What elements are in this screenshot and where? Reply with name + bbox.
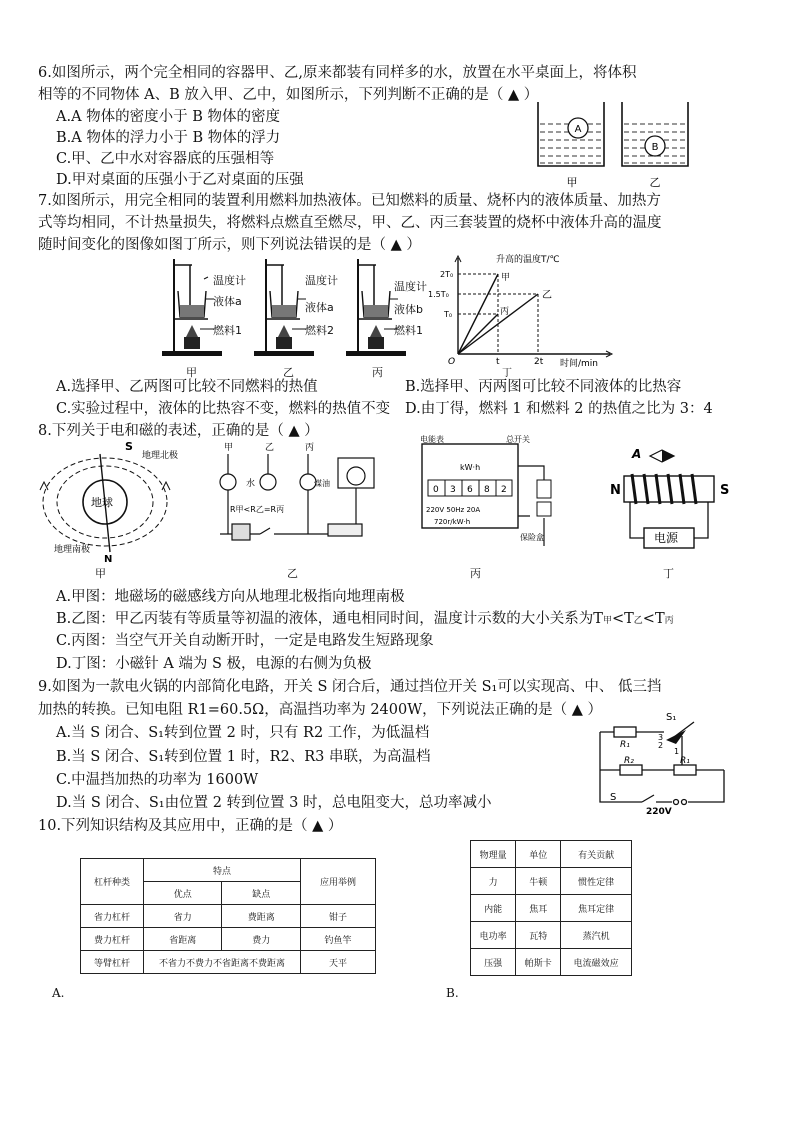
q6-option-a: A.A 物体的密度小于 B 物体的密度 <box>56 109 281 125</box>
series-bing-label: 丙 <box>500 307 510 317</box>
q6-option-c: C.甲、乙中水对容器底的压强相等 <box>56 151 275 167</box>
earth-s-pole: S <box>125 440 133 453</box>
switch-s-label: S <box>610 792 617 803</box>
table-a-h-type: 杠杆种类 <box>81 859 144 905</box>
q6-containers-figure <box>534 100 714 190</box>
meter-digit-4: 8 <box>484 485 490 495</box>
voltage-label: 220V <box>646 807 672 817</box>
earth-label: 地球 <box>91 496 113 509</box>
q7-yi-liquid-label: 液体a <box>305 301 334 314</box>
q8-option-b: B.乙图：甲乙丙装有等质量等初温的液体，通电相同时间，温度计示数的大小关系为T甲<T乙<T丙 <box>56 611 674 627</box>
q7-bing-fuel-label: 燃料1 <box>394 324 423 337</box>
graph-name: 丁 <box>502 368 512 379</box>
q8-earth-magnet-figure <box>40 440 190 565</box>
meter-unit: kW·h <box>460 463 481 472</box>
q7-bing-thermo-label: 温度计 <box>394 280 427 293</box>
main-switch-label: 总开关 <box>506 435 530 444</box>
q8-heating-circuit-figure <box>210 440 390 560</box>
solenoid-n-label: N <box>610 483 621 498</box>
resistor-r3-label: R₁ <box>680 756 690 766</box>
ball-a-label: A <box>574 124 582 135</box>
table-row: 电功率 瓦特 蒸汽机 <box>471 922 632 949</box>
q8-stem: 8.下列关于电和磁的表述，正确的是（ ▲ ） <box>38 423 319 439</box>
meter-digit-1: 0 <box>433 485 439 495</box>
graph-x-title: 时间/min <box>560 359 599 369</box>
table-a-h-dis: 缺点 <box>222 882 301 905</box>
q7-jia-liquid-label: 液体a <box>213 295 242 308</box>
q10-option-a-label: A. <box>52 986 65 1000</box>
q6-stem-line1: 6.如图所示，两个完全相同的容器甲、乙,原来都装有同样多的水，放置在水平桌面上，将体积 <box>38 65 637 81</box>
q7-yi-fuel-label: 燃料2 <box>305 324 334 337</box>
fuse-box-label: 保险盒 <box>520 533 544 542</box>
meter-digit-5: 2 <box>501 485 507 495</box>
table-row: 等臂杠杆 不省力不费力不省距离不费距离 天平 <box>81 951 376 974</box>
power-source-label: 电源 <box>654 531 679 545</box>
q8-option-c: C.丙图：当空气开关自动断开时，一定是电路发生短路现象 <box>56 633 434 649</box>
q7-option-d: D.由丁得，燃料 1 和燃料 2 的热值之比为 3：4 <box>405 401 713 417</box>
solenoid-s-label: S <box>720 483 730 498</box>
table-row: 省力杠杆 省力 费距离 钳子 <box>81 905 376 928</box>
q10-option-b-label: B. <box>446 986 459 1000</box>
q8-fig-jia-name: 甲 <box>95 567 106 580</box>
q10-table-b <box>470 840 632 976</box>
water-label: 水 <box>246 479 256 489</box>
meter-rating: 220V 50Hz 20A <box>426 506 481 514</box>
table-row: 力 牛顿 惯性定律 <box>471 868 632 895</box>
meter-title: 电能表 <box>420 435 444 444</box>
q7-option-c: C.实验过程中，液体的比热容不变，燃料的热值不变 <box>56 401 391 417</box>
position-3-label: 3 <box>658 733 664 742</box>
resistance-relation: R甲<R乙=R丙 <box>230 505 285 514</box>
kerosene-label: 煤油 <box>314 479 330 488</box>
q10-stem: 10.下列知识结构及其应用中，正确的是（ ▲ ） <box>38 818 343 834</box>
q7-jia-fuel-label: 燃料1 <box>213 324 242 337</box>
earth-n-pole: N <box>104 554 113 565</box>
meter-digit-3: 6 <box>467 485 473 495</box>
table-a-h-feature: 特点 <box>144 859 301 882</box>
q8-fig-ding-name: 丁 <box>663 567 674 580</box>
container-left-label: 甲 <box>566 176 578 189</box>
series-bing-line <box>458 314 498 354</box>
q8-fig-yi-name: 乙 <box>287 567 298 580</box>
q7-bing-liquid-label: 液体b <box>394 303 423 316</box>
switch-s1-label: S₁ <box>666 712 677 723</box>
table-a-h-app: 应用举例 <box>301 859 376 905</box>
q7-jia-thermo-label: 温度计 <box>213 274 246 287</box>
q9-option-d: D.当 S 闭合、S₁由位置 2 转到位置 3 时，总电阻变大，总功率减小 <box>56 795 492 811</box>
q8-option-d: D.丁图：小磁针 A 端为 S 极，电源的右侧为负极 <box>56 656 372 672</box>
q7-yi-thermo-label: 温度计 <box>305 274 338 287</box>
q9-option-b: B.当 S 闭合、S₁转到位置 1 时，R2、R3 串联，为高温档 <box>56 749 431 765</box>
q7-yi-name: 乙 <box>283 366 294 379</box>
graph-x-tick-t: t <box>496 357 500 367</box>
table-row: 费力杠杆 省距离 费力 钓鱼竿 <box>81 928 376 951</box>
position-1-label: 1 <box>674 747 680 756</box>
q6-stem-line2: 相等的不同物体 A、B 放入甲、乙中，如图所示，下列判断不正确的是（ ▲ ） <box>38 87 539 103</box>
beaker-bing-label: 丙 <box>305 443 315 453</box>
meter-digit-2: 3 <box>450 485 456 495</box>
q8-option-a: A.甲图：地磁场的磁感线方向从地理北极指向地理南极 <box>56 589 405 605</box>
q8-fig-bing-name: 丙 <box>470 567 481 580</box>
graph-y-tick-15t0: 1.5T₀ <box>428 290 449 299</box>
series-yi-label: 乙 <box>542 290 552 301</box>
table-a-h-adv: 优点 <box>144 882 222 905</box>
graph-y-title: 升高的温度T/℃ <box>496 255 560 265</box>
graph-x-tick-2t: 2t <box>534 357 544 367</box>
resistor-r1-top-label: R₁ <box>620 740 630 750</box>
q7-bing-name: 丙 <box>372 366 383 379</box>
q9-hotpot-circuit <box>596 710 736 816</box>
graph-y-tick-2t0: 2T₀ <box>440 270 454 279</box>
needle-a-end: A <box>632 447 642 461</box>
container-right-label: 乙 <box>649 176 661 189</box>
q7-jia-name: 甲 <box>186 366 197 379</box>
q9-stem-line1: 9.如图为一款电火锅的内部简化电路，开关 S 闭合后，通过挡位开关 S₁可以实现高、中、 低三挡 <box>38 679 662 695</box>
graph-y-tick-t0: T₀ <box>444 310 453 319</box>
q8-solenoid-figure <box>610 446 770 556</box>
q9-stem-line2: 加热的转换。已知电阻 R1=60.5Ω，高温挡功率为 2400W，下列说法正确的是（ ▲ ） <box>38 702 602 718</box>
earth-south-label: 地理南极 <box>54 545 91 555</box>
beaker-jia-label: 甲 <box>224 443 234 453</box>
series-jia-label: 甲 <box>501 273 511 283</box>
q6-option-b: B.A 物体的浮力小于 B 物体的浮力 <box>56 130 281 146</box>
q7-stem-line1: 7.如图所示，用完全相同的装置利用燃料加热液体。已知燃料的质量、烧杯内的液体质量、加热方 <box>38 193 661 209</box>
q9-option-c: C.中温挡加热的功率为 1600W <box>56 772 259 788</box>
table-row: 内能 焦耳 焦耳定律 <box>471 895 632 922</box>
q7-stem-line3: 随时间变化的图像如图丁所示，则下列说法错误的是（ ▲ ） <box>38 237 421 253</box>
q10-table-a <box>80 858 376 974</box>
meter-revolutions: 720r/kW·h <box>434 518 471 526</box>
q8-electric-meter-figure <box>420 436 560 561</box>
graph-origin: O <box>448 357 456 367</box>
resistor-r2-label: R₂ <box>624 756 634 766</box>
q7-temperature-graph <box>428 252 620 379</box>
beaker-yi-label: 乙 <box>265 443 275 453</box>
container-left <box>538 102 604 166</box>
q7-stem-line2: 式等均相同，不计热量损失，将燃料点燃直至燃尽，甲、乙、丙三套装置的烧杯中液体升高的温度 <box>38 215 662 231</box>
q7-option-b: B.选择甲、丙两图可比较不同液体的比热容 <box>405 379 682 395</box>
position-2-label: 2 <box>658 741 664 750</box>
container-right <box>622 102 688 166</box>
table-row: 压强 帕斯卡 电流磁效应 <box>471 949 632 976</box>
ball-b-label: B <box>651 142 659 153</box>
q9-option-a: A.当 S 闭合、S₁转到位置 2 时，只有 R2 工作，为低温档 <box>56 725 430 741</box>
earth-north-label: 地理北极 <box>142 451 179 461</box>
q6-option-d: D.甲对桌面的压强小于乙对桌面的压强 <box>56 172 304 188</box>
table-row: 物理量 单位 有关贡献 <box>471 841 632 868</box>
q7-option-a: A.选择甲、乙两图可比较不同燃料的热值 <box>56 379 318 395</box>
